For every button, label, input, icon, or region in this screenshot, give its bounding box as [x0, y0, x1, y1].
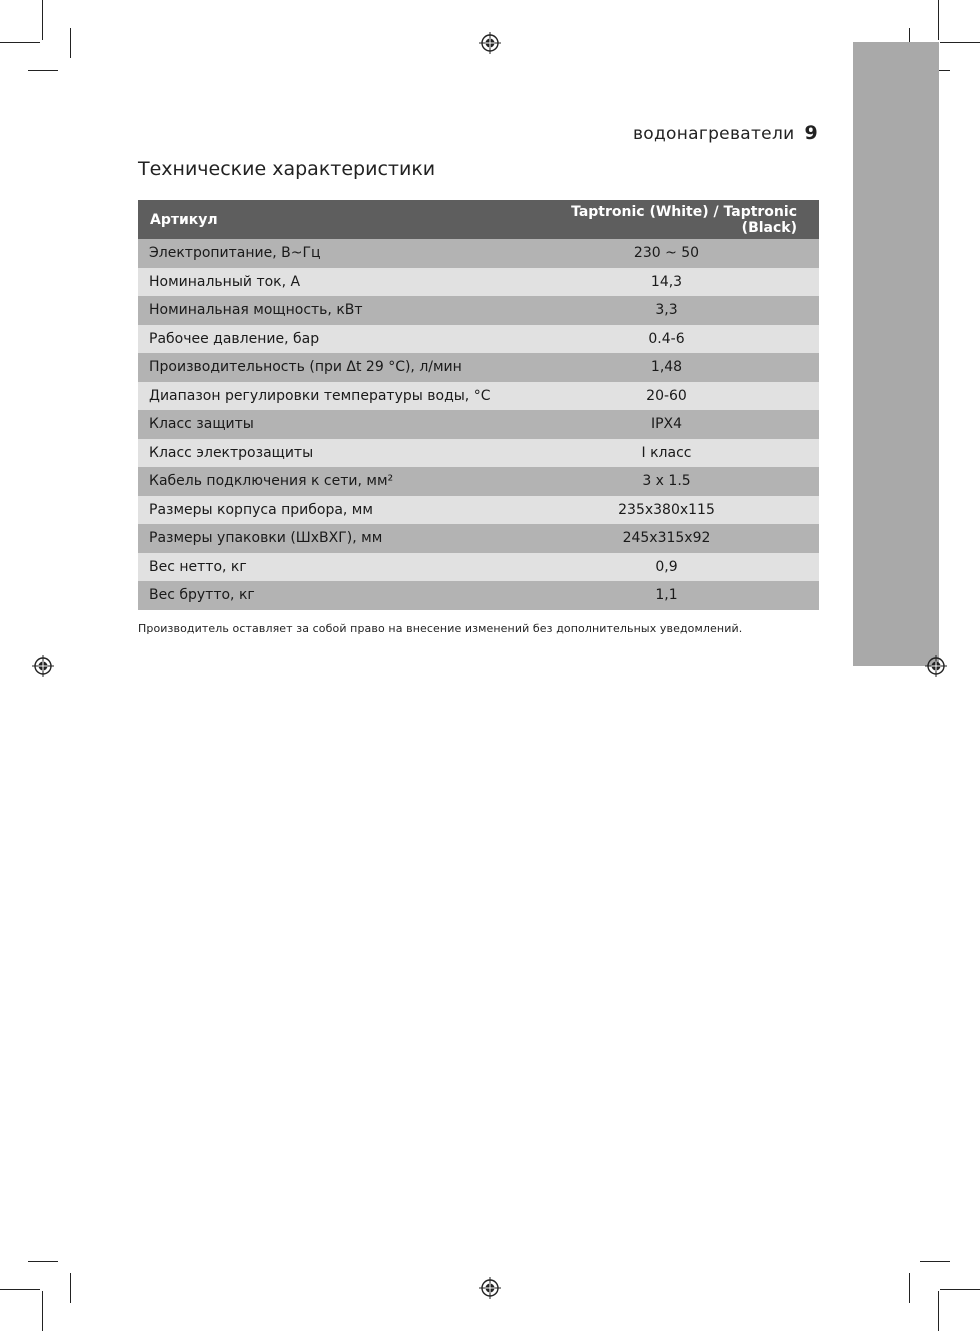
- spec-label: Класс защиты: [138, 410, 514, 439]
- column-header-model: Taptronic (White) / Taptronic (Black): [514, 200, 819, 239]
- crop-mark: [938, 1291, 939, 1331]
- crop-mark: [70, 1273, 71, 1303]
- table-body: [138, 239, 819, 610]
- spec-value: 0,9: [514, 553, 819, 582]
- spec-value: 0.4-6: [514, 325, 819, 354]
- footnote: Производитель оставляет за собой право на внесение изменений без дополнительных уведомлений.: [138, 622, 743, 635]
- spec-value: 3 x 1.5: [514, 467, 819, 496]
- spec-label: Номинальная мощность, кВт: [138, 296, 514, 325]
- crop-mark: [909, 1273, 910, 1303]
- spec-value: 3,3: [514, 296, 819, 325]
- crop-mark: [0, 42, 40, 43]
- spec-value: 20-60: [514, 382, 819, 411]
- section-name: водонагреватели: [632, 124, 795, 144]
- crop-mark: [940, 1289, 980, 1290]
- page-title: Технические характеристики: [138, 158, 436, 180]
- crop-mark: [42, 1291, 43, 1331]
- specs-table: [138, 200, 819, 610]
- crop-mark: [0, 1289, 40, 1290]
- spec-value: 245x315x92: [514, 524, 819, 553]
- crop-mark: [938, 0, 939, 40]
- table-row: [138, 325, 819, 354]
- spec-label: Вес нетто, кг: [138, 553, 514, 582]
- registration-mark-icon: [479, 32, 501, 54]
- table-row: [138, 581, 819, 610]
- spec-label: Размеры корпуса прибора, мм: [138, 496, 514, 525]
- table-row: [138, 239, 819, 268]
- spec-label: Производительность (при Δt 29 °С), л/мин: [138, 353, 514, 382]
- spec-value: 1,1: [514, 581, 819, 610]
- table-row: [138, 553, 819, 582]
- table-row: [138, 467, 819, 496]
- crop-mark: [70, 28, 71, 58]
- crop-mark: [940, 42, 980, 43]
- spec-value: 235x380x115: [514, 496, 819, 525]
- table-row: [138, 268, 819, 297]
- registration-mark-icon: [32, 655, 54, 677]
- spec-label: Рабочее давление, бар: [138, 325, 514, 354]
- spec-value: 1,48: [514, 353, 819, 382]
- spec-label: Класс электрозащиты: [138, 439, 514, 468]
- table-row: [138, 382, 819, 411]
- crop-mark: [28, 70, 58, 71]
- table-row: [138, 296, 819, 325]
- spec-value: I класс: [514, 439, 819, 468]
- spec-label: Вес брутто, кг: [138, 581, 514, 610]
- spec-value: 230 ~ 50: [514, 239, 819, 268]
- table-header-row: [138, 200, 819, 239]
- spec-label: Электропитание, В~Гц: [138, 239, 514, 268]
- table-row: [138, 524, 819, 553]
- registration-mark-icon: [925, 655, 947, 677]
- spec-label: Кабель подключения к сети, мм²: [138, 467, 514, 496]
- spec-value: IPX4: [514, 410, 819, 439]
- crop-mark: [42, 0, 43, 40]
- spec-label: Номинальный ток, А: [138, 268, 514, 297]
- registration-mark-icon: [479, 1277, 501, 1299]
- spec-label: Диапазон регулировки температуры воды, °С: [138, 382, 514, 411]
- table-row: [138, 496, 819, 525]
- column-header-article: Артикул: [138, 200, 514, 239]
- table-row: [138, 410, 819, 439]
- running-head: [633, 122, 818, 144]
- spec-label: Размеры упаковки (ШхВХГ), мм: [138, 524, 514, 553]
- page-number: 9: [804, 122, 818, 144]
- spec-value: 14,3: [514, 268, 819, 297]
- table-row: [138, 439, 819, 468]
- table-row: [138, 353, 819, 382]
- crop-mark: [28, 1261, 58, 1262]
- crop-mark: [920, 1261, 950, 1262]
- side-tab: [853, 42, 939, 666]
